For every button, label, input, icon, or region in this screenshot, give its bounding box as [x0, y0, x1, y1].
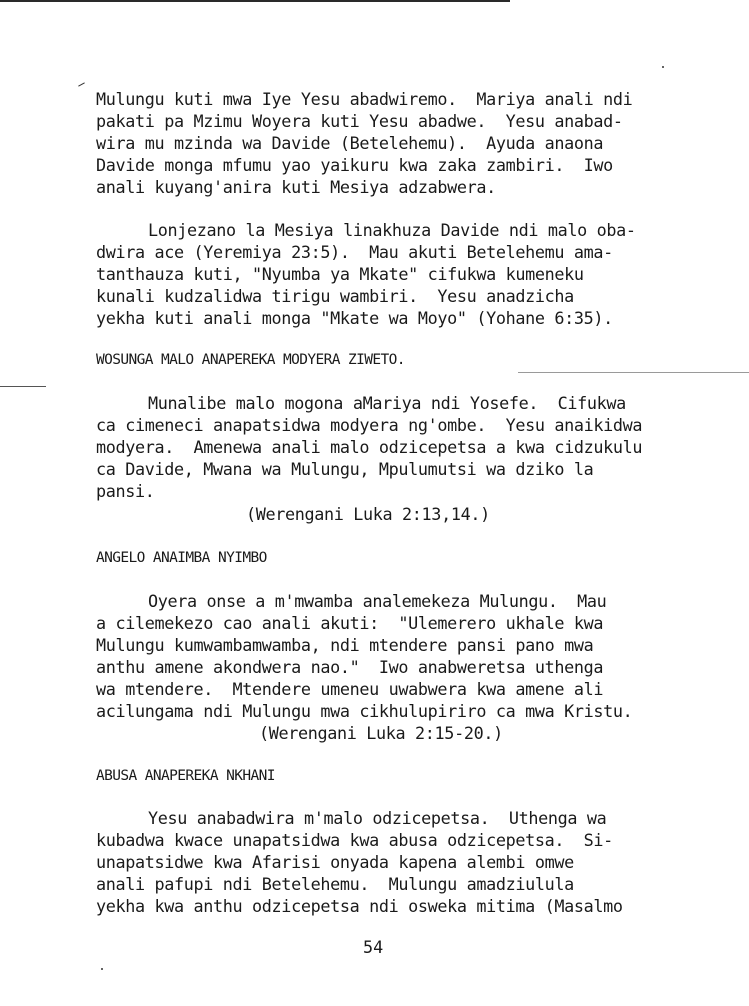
scripture-reference: (Werengani Luka 2:13,14.): [246, 504, 490, 524]
section-heading: WOSUNGA MALO ANAPEREKA MODYERA ZIWETO.: [96, 352, 405, 368]
text-line: wira mu mzinda wa Davide (Betelehemu). Ayuda anaona: [96, 133, 604, 153]
margin-rule: [0, 386, 46, 387]
text-line: unapatsidwe kwa Afarisi onyada kapena alembi omwe: [96, 852, 574, 872]
scripture-reference: (Werengani Luka 2:15-20.): [259, 723, 503, 743]
text-line: Oyera onse a m'mwamba analemekeza Mulungu. Mau: [148, 591, 607, 611]
text-line: kunali kudzalidwa tirigu wambiri. Yesu anadzicha: [96, 286, 574, 306]
text-line: Mulungu kumwambamwamba, ndi mtendere pansi pano mwa: [96, 635, 594, 655]
margin-mark: [78, 82, 85, 86]
text-line: dwira ace (Yeremiya 23:5). Mau akuti Betelehemu ama-: [96, 242, 613, 262]
text-line: pakati pa Mzimu Woyera kuti Yesu abadwe. Yesu anabad-: [96, 111, 623, 131]
section-heading: ANGELO ANAIMBA NYIMBO: [96, 550, 267, 566]
text-line: anthu amene akondwera nao." Iwo anabweretsa uthenga: [96, 657, 604, 677]
text-line: modyera. Amenewa anali malo odzicepetsa a kwa cidzukulu: [96, 437, 643, 457]
text-line: kubadwa kwace unapatsidwa kwa abusa odzicepetsa. Si-: [96, 830, 613, 850]
text-line: yekha kwa anthu odzicepetsa ndi osweka mitima (Masalmo: [96, 896, 623, 916]
scan-speck: [101, 968, 103, 970]
text-line: yekha kuti anali monga "Mkate wa Moyo" (Yohane 6:35).: [96, 308, 613, 328]
scan-speck: [662, 66, 664, 68]
text-line: anali kuyang'anira kuti Mesiya adzabwera.: [96, 177, 496, 197]
text-line: tanthauza kuti, "Nyumba ya Mkate" cifukwa kumeneku: [96, 264, 584, 284]
text-line: Munalibe malo mogona aMariya ndi Yosefe. Cifukwa: [148, 393, 626, 413]
text-line: ca Davide, Mwana wa Mulungu, Mpulumutsi wa dziko la: [96, 459, 594, 479]
text-line: wa mtendere. Mtendere umeneu uwabwera kwa amene ali: [96, 679, 604, 699]
text-line: ca cimeneci anapatsidwa modyera ng'ombe. Yesu anaikidwa: [96, 415, 643, 435]
top-rule: [0, 0, 510, 2]
text-line: Davide monga mfumu yao yaikuru kwa zaka zambiri. Iwo: [96, 155, 613, 175]
text-line: Lonjezano la Mesiya linakhuza Davide ndi malo oba-: [148, 220, 636, 240]
text-line: Yesu anabadwira m'malo odzicepetsa. Uthenga wa: [148, 808, 607, 828]
text-line: acilungama ndi Mulungu mwa cikhulupiriro ca mwa Kristu.: [96, 701, 633, 721]
text-line: pansi.: [96, 481, 155, 501]
text-line: Mulungu kuti mwa Iye Yesu abadwiremo. Mariya anali ndi: [96, 89, 633, 109]
section-heading: ABUSA ANAPEREKA NKHANI: [96, 768, 275, 784]
text-line: a cilemekezo cao anali akuti: "Ulemerero ukhale kwa: [96, 613, 604, 633]
margin-rule: [518, 372, 749, 373]
text-line: anali pafupi ndi Betelehemu. Mulungu amadziulula: [96, 874, 574, 894]
page-number: 54: [363, 937, 384, 957]
